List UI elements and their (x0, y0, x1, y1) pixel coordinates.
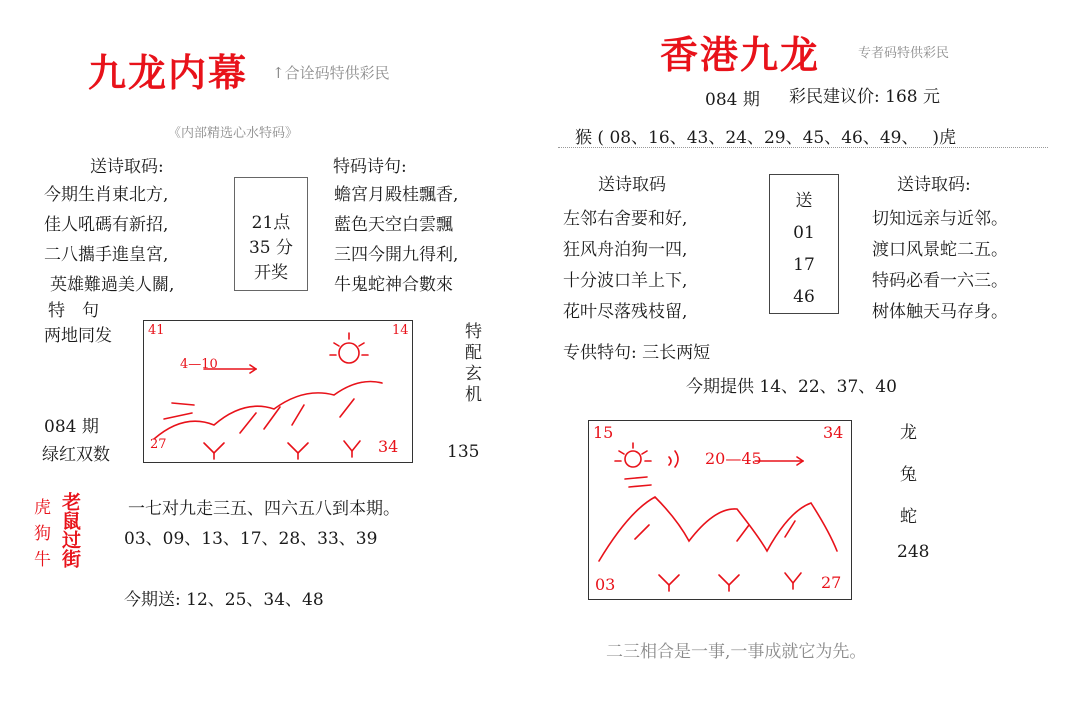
poem-line: 切知远亲与近邻。 (872, 209, 1008, 229)
poem-line: 花叶尽落残枝留, (563, 302, 688, 322)
sketch-corner-bl: 27 (150, 437, 167, 452)
code-poem-line: 蟾宮月殿桂飄香, (334, 185, 459, 205)
sketch-arrow-label: 4—10 (180, 357, 218, 372)
sketch-corner-tr: 14 (392, 323, 409, 338)
right-side-zodiac (900, 412, 917, 538)
poem-line: 左邻右舍要和好, (563, 209, 688, 229)
color-hint: 绿红双数 (42, 445, 110, 465)
draw-time-hour: 21点 (251, 213, 291, 233)
sketch-corner-tl: 15 (593, 423, 614, 442)
numbers-line: 03、09、13、17、28、33、39 (124, 529, 378, 549)
poem-line: 渡口风景蛇二五。 (872, 240, 1008, 260)
mountain-sun-sketch (144, 321, 412, 462)
send-number: 46 (793, 287, 815, 307)
right-title: 香港九龙 (660, 32, 821, 77)
side-hint-vertical: 特配玄机 (461, 322, 481, 406)
sketch-corner-tr: 34 (823, 423, 844, 442)
left-poem-header: 送诗取码: (90, 157, 164, 177)
right-side-number: 248 (897, 542, 930, 562)
today-offer: 今期提供 14、22、37、40 (686, 377, 897, 397)
special-phrase: 两地同发 (44, 326, 112, 346)
draw-time-minute: 35 分 (248, 238, 294, 258)
left-poem-line: 英雄難過美人關, (50, 275, 175, 295)
code-poem-line: 藍色天空白雲飄 (334, 215, 453, 235)
special-phrase-label: 特 句 (48, 301, 99, 321)
left-poem-line: 佳人吼碼有新招, (44, 215, 169, 235)
zodiac-item: 兔 (900, 465, 917, 485)
code-poem-header: 特码诗句: (333, 157, 407, 177)
left-subtitle: 《内部精选心水特码》 (168, 126, 299, 141)
zodiac-item: 龙 (900, 423, 917, 443)
code-poem-line: 三四今開九得利, (334, 245, 459, 265)
right-poem-header-left: 送诗取码 (598, 175, 666, 195)
code-poem (334, 180, 458, 300)
send-label: 送 (795, 191, 813, 211)
send-number: 01 (793, 223, 815, 243)
side-number: 135 (447, 442, 480, 462)
left-title: 九龙内幕 (88, 50, 249, 95)
draw-time-label: 开奖 (254, 263, 288, 283)
left-poem-line: 今期生肖東北方, (44, 185, 169, 205)
right-poem-left (563, 204, 687, 328)
monkey-tiger-line: 猴 ( 08、16、43、24、29、45、46、49、 )虎 (575, 128, 957, 148)
poem-line: 十分波口羊上下, (563, 271, 688, 291)
left-issue: 084 期 (44, 417, 99, 437)
draw-time-box (234, 177, 308, 291)
today-send: 今期送: 12、25、34、48 (124, 590, 324, 610)
footer-slogan: 二三相合是一事,一事成就它为先。 (606, 642, 867, 662)
poem-line: 树体触天马存身。 (872, 302, 1008, 322)
zodiac-item: 狗 (34, 524, 51, 544)
right-tagline: 专者码特供彩民 (858, 46, 950, 61)
poem-line: 狂风舟泊狗一四, (563, 240, 688, 260)
sketch-corner-br: 34 (378, 437, 399, 456)
right-issue: 084 期 (705, 90, 760, 110)
sketch-arrow-label: 20—45 (705, 449, 762, 468)
zodiac-phrase-vertical: 老鼠过街 (59, 492, 81, 568)
right-poem-right (872, 204, 1008, 328)
divider (558, 147, 1048, 148)
send-numbers-box (769, 174, 839, 314)
zodiac-item: 牛 (34, 550, 51, 570)
zodiac-item: 蛇 (900, 507, 917, 527)
left-poem-line: 二八攜手進皇宮, (44, 245, 169, 265)
suggested-price: 彩民建议价: 168 元 (789, 87, 940, 107)
left-poem (44, 180, 174, 300)
mountain-sun-sketch (589, 421, 851, 599)
zodiac-item: 虎 (34, 498, 51, 518)
right-special-phrase: 专供特句: 三长两短 (563, 343, 711, 363)
send-number: 17 (793, 255, 815, 275)
code-poem-line: 牛鬼蛇神合數來 (334, 275, 453, 295)
pair-line: 一七对九走三五、四六五八到本期。 (128, 499, 400, 519)
right-poem-header-right: 送诗取码: (897, 175, 971, 195)
right-sketch-frame (588, 420, 852, 600)
sketch-corner-bl: 03 (595, 575, 616, 594)
zodiac-left (34, 495, 51, 573)
sketch-corner-tl: 41 (148, 323, 165, 338)
left-tagline: ↑合诠码特供彩民 (272, 64, 390, 82)
poem-line: 特码必看一六三。 (872, 271, 1008, 291)
sketch-corner-br: 27 (821, 573, 842, 592)
left-sketch-frame (143, 320, 413, 463)
